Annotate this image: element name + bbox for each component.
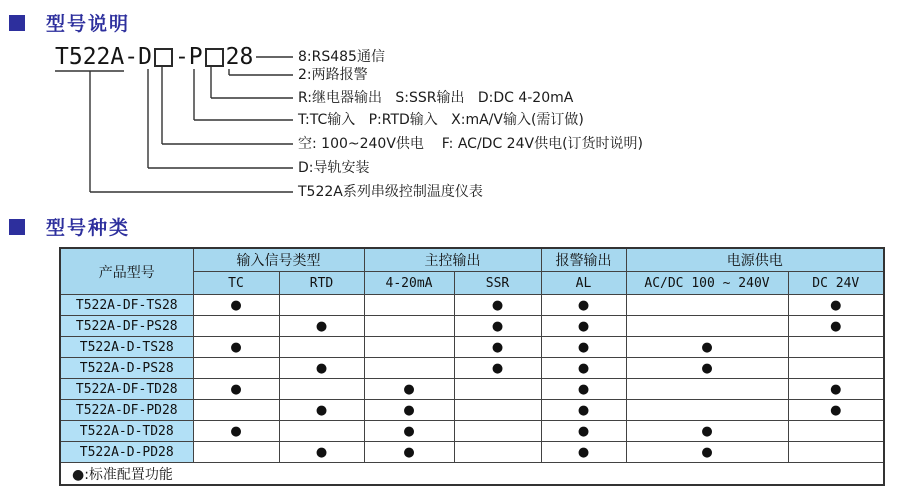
standard-feature-dot: ● [626, 337, 788, 358]
standard-feature-dot: ● [364, 421, 454, 442]
standard-feature-dot: ● [193, 295, 279, 316]
col-group-header: 报警输出 [541, 248, 626, 272]
section-bullet-icon [9, 219, 25, 235]
model-code-suffix: 28 [225, 44, 254, 70]
col-subheader: SSR [454, 272, 541, 295]
model-code-label: T522A系列串级控制温度仪表 [298, 184, 483, 200]
empty-cell [193, 358, 279, 379]
model-code [55, 44, 253, 70]
model-code-box-2 [205, 48, 224, 67]
model-types-table [59, 247, 885, 486]
empty-cell [364, 358, 454, 379]
empty-cell [788, 442, 884, 463]
standard-feature-dot: ● [541, 400, 626, 421]
empty-cell [626, 379, 788, 400]
standard-feature-dot: ● [788, 316, 884, 337]
standard-feature-dot: ● [541, 295, 626, 316]
standard-feature-dot: ● [454, 337, 541, 358]
model-code-label: 8:RS485通信 [298, 49, 385, 65]
empty-cell [626, 316, 788, 337]
standard-feature-dot: ● [364, 379, 454, 400]
model-cell: T522A-DF-PD28 [60, 400, 193, 421]
types-table-head [60, 248, 884, 295]
standard-feature-dot: ● [454, 316, 541, 337]
col-subheader: RTD [279, 272, 364, 295]
standard-feature-dot: ● [788, 400, 884, 421]
col-header-product-model: 产品型号 [60, 248, 193, 295]
standard-feature-dot: ● [193, 379, 279, 400]
empty-cell [788, 358, 884, 379]
table-row [60, 379, 884, 400]
empty-cell [279, 295, 364, 316]
standard-feature-dot: ● [454, 358, 541, 379]
empty-cell [788, 421, 884, 442]
model-cell: T522A-DF-TS28 [60, 295, 193, 316]
table-footnote: ●:标准配置功能 [60, 463, 884, 486]
standard-feature-dot: ● [541, 442, 626, 463]
section-bullet-icon [9, 15, 25, 31]
model-code-prefix: T522A-D [55, 44, 152, 70]
standard-feature-dot: ● [541, 358, 626, 379]
standard-feature-dot: ● [364, 400, 454, 421]
table-row [60, 337, 884, 358]
empty-cell [626, 400, 788, 421]
col-subheader: 4-20mA [364, 272, 454, 295]
empty-cell [364, 295, 454, 316]
col-subheader: AL [541, 272, 626, 295]
standard-feature-dot: ● [788, 379, 884, 400]
empty-cell [279, 337, 364, 358]
standard-feature-dot: ● [279, 442, 364, 463]
col-group-header: 主控输出 [364, 248, 541, 272]
standard-feature-dot: ● [541, 379, 626, 400]
model-cell: T522A-D-TD28 [60, 421, 193, 442]
section-title-text: 型号说明 [46, 13, 131, 35]
model-code-label: R:继电器输出 S:SSR输出 D:DC 4-20mA [298, 90, 574, 106]
model-code-label: T:TC输入 P:RTD输入 X:mA/V输入(需订做) [298, 112, 584, 128]
empty-cell [193, 442, 279, 463]
standard-feature-dot: ● [364, 442, 454, 463]
model-cell: T522A-D-PD28 [60, 442, 193, 463]
model-cell: T522A-D-PS28 [60, 358, 193, 379]
table-row [60, 295, 884, 316]
standard-feature-dot: ● [541, 337, 626, 358]
model-code-label: D:导轨安装 [298, 160, 370, 176]
standard-feature-dot: ● [193, 421, 279, 442]
empty-cell [279, 379, 364, 400]
model-code-label: 空: 100~240V供电 F: AC/DC 24V供电(订货时说明) [298, 136, 643, 152]
model-code-box-1 [154, 48, 173, 67]
standard-feature-dot: ● [454, 295, 541, 316]
empty-cell [788, 337, 884, 358]
standard-feature-dot: ● [279, 358, 364, 379]
empty-cell [454, 442, 541, 463]
model-cell: T522A-DF-PS28 [60, 316, 193, 337]
table-row [60, 316, 884, 337]
types-table-body [60, 295, 884, 486]
col-subheader: TC [193, 272, 279, 295]
model-cell: T522A-DF-TD28 [60, 379, 193, 400]
empty-cell [454, 379, 541, 400]
model-cell: T522A-D-TS28 [60, 337, 193, 358]
empty-cell [364, 337, 454, 358]
empty-cell [193, 400, 279, 421]
standard-feature-dot: ● [626, 442, 788, 463]
col-group-header: 电源供电 [626, 248, 884, 272]
standard-feature-dot: ● [279, 316, 364, 337]
standard-feature-dot: ● [626, 358, 788, 379]
empty-cell [626, 295, 788, 316]
section-title-model-types [9, 213, 130, 240]
section-title-text: 型号种类 [46, 217, 131, 239]
col-group-header: 输入信号类型 [193, 248, 364, 272]
model-code-label: 2:两路报警 [298, 67, 368, 83]
col-subheader: AC/DC 100 ~ 240V [626, 272, 788, 295]
empty-cell [454, 421, 541, 442]
table-footnote-row [60, 463, 884, 486]
empty-cell [193, 316, 279, 337]
standard-feature-dot: ● [193, 337, 279, 358]
standard-feature-dot: ● [279, 400, 364, 421]
table-row [60, 400, 884, 421]
standard-feature-dot: ● [541, 316, 626, 337]
standard-feature-dot: ● [541, 421, 626, 442]
col-subheader: DC 24V [788, 272, 884, 295]
standard-feature-dot: ● [626, 421, 788, 442]
table-row [60, 442, 884, 463]
standard-feature-dot: ● [788, 295, 884, 316]
empty-cell [454, 400, 541, 421]
section-title-model-description [9, 9, 130, 36]
empty-cell [279, 421, 364, 442]
model-code-mid: -P [174, 44, 203, 70]
table-row [60, 358, 884, 379]
table-row [60, 421, 884, 442]
empty-cell [364, 316, 454, 337]
